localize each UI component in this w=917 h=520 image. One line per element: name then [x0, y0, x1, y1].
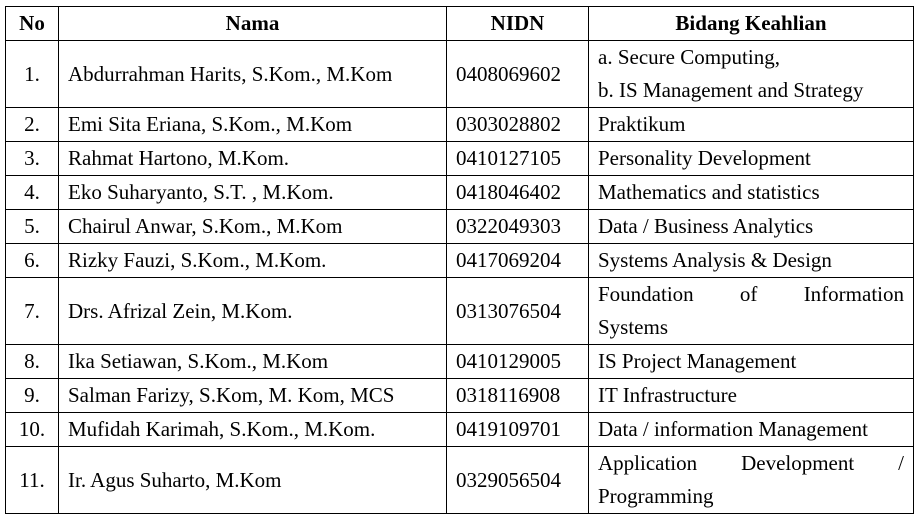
row-number: 3. [6, 142, 59, 176]
expertise-line: b. IS Management and Strategy [598, 78, 864, 102]
lecturer-nidn: 0419109701 [447, 413, 589, 447]
expertise-line: Application Development / [598, 451, 904, 475]
expertise-line: Programming [598, 484, 714, 508]
row-number: 8. [6, 345, 59, 379]
expertise: Systems Analysis & Design [589, 244, 914, 278]
lecturer-name: Chairul Anwar, S.Kom., M.Kom [59, 210, 447, 244]
lecturer-name: Drs. Afrizal Zein, M.Kom. [59, 278, 447, 345]
expertise: Mathematics and statistics [589, 176, 914, 210]
row-number: 2. [6, 108, 59, 142]
header-bidang-keahlian: Bidang Keahlian [589, 7, 914, 41]
lecturer-name: Eko Suharyanto, S.T. , M.Kom. [59, 176, 447, 210]
lecturer-nidn: 0313076504 [447, 278, 589, 345]
row-number: 6. [6, 244, 59, 278]
expertise-line: Systems [598, 315, 669, 339]
table-row [6, 413, 914, 447]
lecturer-nidn: 0303028802 [447, 108, 589, 142]
table-header-row [6, 7, 914, 41]
lecturer-name: Ir. Agus Suharto, M.Kom [59, 447, 447, 514]
lecturer-nidn: 0410129005 [447, 345, 589, 379]
expertise-line: a. Secure Computing, [598, 45, 780, 69]
expertise-line: Foundation of Information [598, 282, 904, 306]
expertise: Data / Business Analytics [589, 210, 914, 244]
lecturer-nidn: 0329056504 [447, 447, 589, 514]
row-number: 4. [6, 176, 59, 210]
table-row [6, 108, 914, 142]
table-row [6, 379, 914, 413]
lecturer-name: Ika Setiawan, S.Kom., M.Kom [59, 345, 447, 379]
lecturer-nidn: 0410127105 [447, 142, 589, 176]
header-nama: Nama [59, 7, 447, 41]
header-nidn: NIDN [447, 7, 589, 41]
expertise: Data / information Management [589, 413, 914, 447]
expertise-cell [589, 41, 914, 108]
lecturer-nidn: 0318116908 [447, 379, 589, 413]
table-row [6, 210, 914, 244]
table-row [6, 278, 914, 345]
lecturer-nidn: 0322049303 [447, 210, 589, 244]
lecturer-name: Emi Sita Eriana, S.Kom., M.Kom [59, 108, 447, 142]
lecturer-name: Abdurrahman Harits, S.Kom., M.Kom [59, 41, 447, 108]
lecturer-name: Mufidah Karimah, S.Kom., M.Kom. [59, 413, 447, 447]
expertise: Personality Development [589, 142, 914, 176]
lecturer-nidn: 0408069602 [447, 41, 589, 108]
lecturer-name: Rahmat Hartono, M.Kom. [59, 142, 447, 176]
row-number: 10. [6, 413, 59, 447]
row-number: 9. [6, 379, 59, 413]
table-row [6, 244, 914, 278]
header-no: No [6, 7, 59, 41]
lecturer-nidn: 0418046402 [447, 176, 589, 210]
table-row [6, 447, 914, 514]
table-row [6, 345, 914, 379]
expertise: IT Infrastructure [589, 379, 914, 413]
lecturer-table [5, 6, 914, 514]
expertise-cell [589, 278, 914, 345]
row-number: 7. [6, 278, 59, 345]
lecturer-nidn: 0417069204 [447, 244, 589, 278]
row-number: 5. [6, 210, 59, 244]
row-number: 1. [6, 41, 59, 108]
table-row [6, 142, 914, 176]
table-row [6, 176, 914, 210]
expertise: IS Project Management [589, 345, 914, 379]
expertise-cell [589, 447, 914, 514]
expertise: Praktikum [589, 108, 914, 142]
lecturer-name: Salman Farizy, S.Kom, M. Kom, MCS [59, 379, 447, 413]
table-row [6, 41, 914, 108]
row-number: 11. [6, 447, 59, 514]
lecturer-name: Rizky Fauzi, S.Kom., M.Kom. [59, 244, 447, 278]
